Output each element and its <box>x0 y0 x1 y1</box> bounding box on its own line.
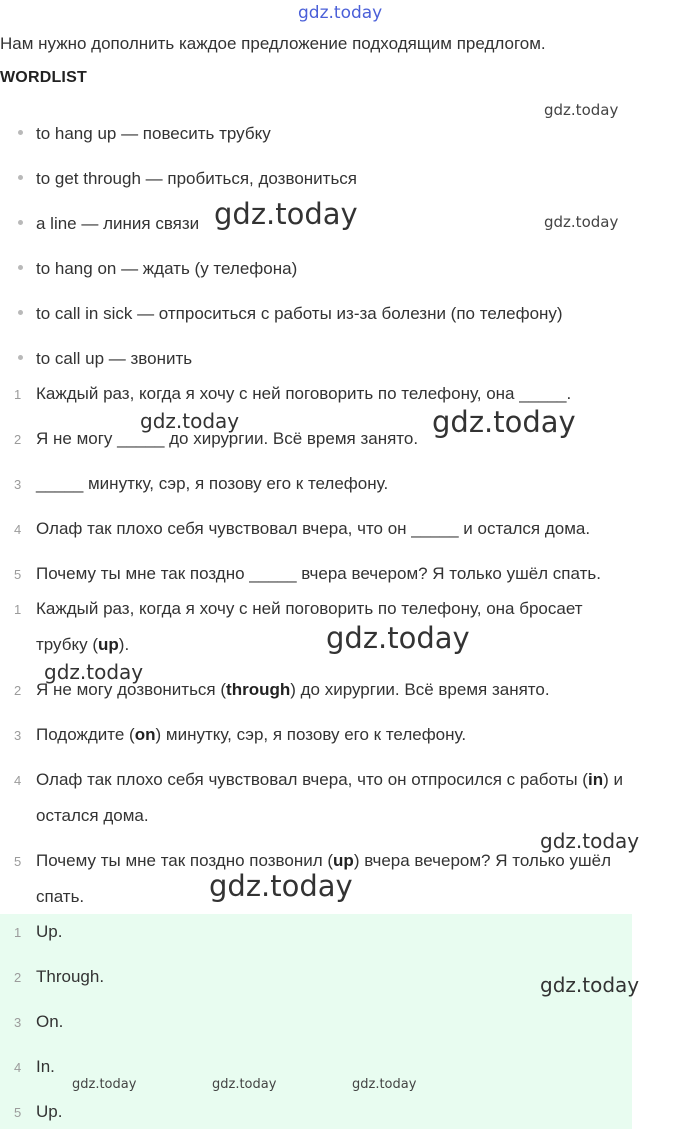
solution-item: 4 Олаф так плохо себя чувствовал вчера, что он отпросился с работы (in) и <box>14 770 623 789</box>
bullet-icon <box>18 175 23 180</box>
watermark: gdz.today <box>326 621 470 655</box>
watermark: gdz.today <box>214 197 358 231</box>
answer-item: 3 On. <box>14 1012 64 1031</box>
solution-item: 1 Каждый раз, когда я хочу с ней поговорить по телефону, она бросает <box>14 599 583 618</box>
task-instruction: Нам нужно дополнить каждое предложение подходящим предлогом. <box>0 34 546 53</box>
solution-item-continued: трубку (up). <box>36 635 130 654</box>
bullet-icon <box>18 355 23 360</box>
exercise-item: 1 Каждый раз, когда я хочу с ней поговорить по телефону, она _____. <box>14 384 572 403</box>
watermark: gdz.today <box>209 869 353 903</box>
exercise-item: 3 _____ минутку, сэр, я позову его к телефону. <box>14 474 389 493</box>
watermark: gdz.today <box>212 1077 277 1092</box>
exercise-item: 4 Олаф так плохо себя чувствовал вчера, что он _____ и остался дома. <box>14 519 591 538</box>
watermark: gdz.today <box>540 829 640 853</box>
watermark: gdz.today <box>432 405 576 439</box>
bullet-icon <box>18 220 23 225</box>
wordlist-heading: WORDLIST <box>0 69 87 86</box>
wordlist-item: to get through — пробиться, дозвониться <box>18 169 357 189</box>
solution-item: 2 Я не могу дозвониться (through) до хирургии. Всё время занято. <box>14 680 550 699</box>
watermark: gdz.today <box>140 409 240 433</box>
solution-item: 3 Подождите (on) минутку, сэр, я позову его к телефону. <box>14 725 467 744</box>
wordlist-item: a line — линия связи <box>18 214 199 234</box>
answer-item: 1 Up. <box>14 922 63 941</box>
wordlist-item: to hang on — ждать (у телефона) <box>18 259 297 279</box>
bullet-icon <box>18 130 23 135</box>
answers-panel <box>0 914 632 1129</box>
bullet-icon <box>18 265 23 270</box>
watermark: gdz.today <box>544 213 619 231</box>
solution-item: 5 Почему ты мне так поздно позвонил (up) вчера вечером? Я только ушёл <box>14 851 611 870</box>
answer-item: 2 Through. <box>14 967 105 986</box>
watermark: gdz.today <box>72 1077 137 1092</box>
watermark: gdz.today <box>352 1077 417 1092</box>
answer-item: 4 In. <box>14 1057 55 1076</box>
watermark: gdz.today <box>298 3 383 23</box>
wordlist-item: to hang up — повесить трубку <box>18 124 271 144</box>
bullet-icon <box>18 310 23 315</box>
wordlist-item: to call up — звонить <box>18 349 192 369</box>
solution-item-continued: спать. <box>36 887 85 906</box>
watermark: gdz.today <box>544 101 619 119</box>
exercise-item: 2 Я не могу _____ до хирургии. Всё время занято. <box>14 429 419 448</box>
watermark: gdz.today <box>540 973 640 997</box>
answer-item: 5 Up. <box>14 1102 63 1121</box>
solution-item-continued: остался дома. <box>36 806 149 825</box>
watermark: gdz.today <box>44 660 144 684</box>
wordlist-item: to call in sick — отпроситься с работы из-за болезни (по телефону) <box>18 304 563 324</box>
exercise-item: 5 Почему ты мне так поздно _____ вчера вечером? Я только ушёл спать. <box>14 564 601 583</box>
